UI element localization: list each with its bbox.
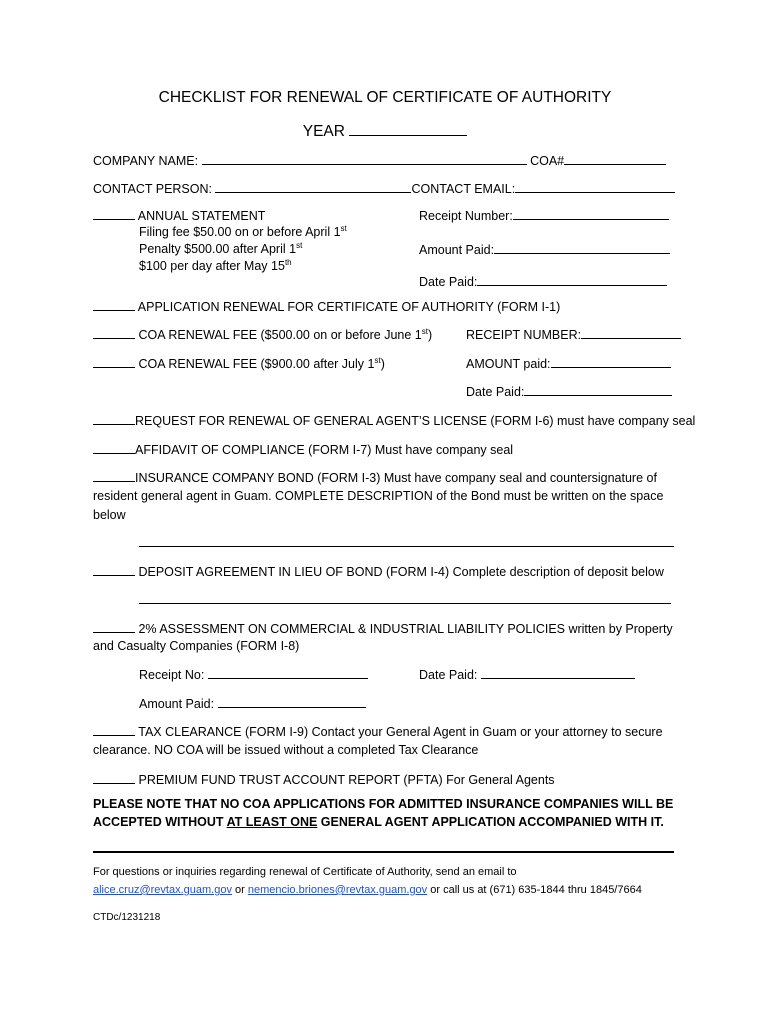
deposit-description-line[interactable] — [139, 603, 671, 604]
pfta-row — [93, 771, 555, 788]
assessment-date-label: Date Paid: — [419, 668, 478, 682]
application-renewal-row — [93, 298, 560, 315]
assessment-line-2: and Casualty Companies (FORM I-8) — [93, 639, 300, 653]
coa-label: COA# — [530, 154, 565, 168]
footer-divider — [93, 851, 674, 853]
coa-fee-1-sup: st — [421, 327, 428, 336]
coa-receipt-row — [466, 326, 681, 343]
coa-fee-1-post: ) — [427, 328, 433, 342]
footer-line-2 — [93, 882, 642, 898]
assessment-check[interactable] — [93, 620, 135, 633]
annual-fee-2-text: Penalty $500.00 after April 1 — [139, 242, 297, 256]
year-field[interactable] — [349, 123, 467, 136]
annual-fee-1-sup: st — [340, 224, 347, 233]
form-code: CTDc/1231218 — [93, 912, 161, 923]
assessment-date-field[interactable] — [481, 666, 635, 679]
annual-statement-label: ANNUAL STATEMENT — [137, 209, 266, 223]
note-line-2-post: GENERAL AGENT APPLICATION ACCOMPANIED WITH IT. — [317, 815, 664, 829]
assessment-amount-field[interactable] — [218, 695, 366, 708]
tax-clearance-line-2: clearance. NO COA will be issued without a completed Tax Clearance — [93, 743, 479, 757]
assessment-line-1: 2% ASSESSMENT ON COMMERCIAL & INDUSTRIAL LIABILITY POLICIES written by Property — [138, 622, 673, 636]
contact-person-field[interactable] — [215, 180, 411, 193]
coa-fee-2-check[interactable] — [93, 355, 135, 368]
coa-receipt-field[interactable] — [581, 326, 681, 339]
annual-fee-2 — [139, 241, 302, 257]
annual-fee-3-sup: th — [284, 258, 292, 267]
annual-receipt-field[interactable] — [513, 207, 669, 220]
coa-fee-1-row — [93, 326, 432, 343]
footer-line-1: For questions or inquiries regarding renewal of Certificate of Authority, send an email to — [93, 866, 517, 878]
email-link-nemencio[interactable]: nemencio.briones@revtax.guam.gov — [247, 884, 428, 896]
contact-row — [93, 180, 675, 197]
year-label: YEAR — [302, 123, 345, 140]
tax-clearance-row — [93, 723, 663, 740]
assessment-receipt-field[interactable] — [208, 666, 368, 679]
tax-clearance-line-1: TAX CLEARANCE (FORM I-9) Contact your General Agent in Guam or your attorney to secure — [138, 725, 663, 739]
year-line — [0, 123, 770, 140]
assessment-date-row — [419, 666, 635, 683]
annual-date-row — [419, 273, 667, 290]
coa-date-field[interactable] — [524, 383, 672, 396]
affidavit-check[interactable] — [93, 441, 135, 454]
bond-line-1: INSURANCE COMPANY BOND (FORM I-3) Must have company seal and countersignature of — [135, 471, 657, 485]
deposit-label: DEPOSIT AGREEMENT IN LIEU OF BOND (FORM I-4) Complete description of deposit below — [138, 565, 664, 579]
note-line-2-emphasis: AT LEAST ONE — [226, 815, 318, 829]
assessment-amount-row — [139, 695, 366, 712]
agent-license-label: REQUEST FOR RENEWAL OF GENERAL AGENT’S LICENSE (FORM I-6) must have company seal — [135, 414, 696, 428]
bond-row — [93, 469, 657, 486]
coa-fee-2-text: COA RENEWAL FEE ($900.00 after July 1 — [138, 357, 375, 371]
note-line-2-pre: ACCEPTED WITHOUT — [93, 815, 227, 829]
coa-fee-2-row — [93, 355, 385, 372]
page-title: CHECKLIST FOR RENEWAL OF CERTIFICATE OF AUTHORITY — [158, 89, 612, 106]
annual-fee-3-text: $100 per day after May 15 — [139, 259, 285, 273]
annual-fee-3 — [139, 258, 292, 274]
coa-date-row — [466, 383, 672, 400]
application-renewal-label: APPLICATION RENEWAL FOR CERTIFICATE OF AUTHORITY (FORM I-1) — [137, 300, 561, 314]
coa-amount-label: AMOUNT paid: — [466, 357, 551, 371]
coa-date-label: Date Paid: — [466, 385, 525, 399]
note-line-2 — [93, 814, 664, 830]
annual-amount-field[interactable] — [494, 241, 670, 254]
annual-fee-1 — [139, 224, 347, 240]
footer-call: or call us at (671) 635-1844 thru 1845/7664 — [427, 884, 642, 896]
annual-receipt-label: Receipt Number: — [419, 209, 513, 223]
contact-email-field[interactable] — [515, 180, 675, 193]
company-name-row — [93, 152, 666, 169]
annual-fee-2-sup: st — [296, 241, 303, 250]
coa-fee-1-check[interactable] — [93, 326, 135, 339]
agent-license-check[interactable] — [93, 412, 135, 425]
assessment-receipt-row — [139, 666, 368, 683]
assessment-row — [93, 620, 673, 637]
annual-statement-row — [93, 207, 265, 224]
annual-date-label: Date Paid: — [419, 275, 478, 289]
coa-fee-2-sup: st — [374, 356, 381, 365]
agent-license-row — [93, 412, 695, 429]
coa-number-field[interactable] — [564, 152, 666, 165]
bond-line-3: below — [93, 508, 126, 522]
annual-statement-check[interactable] — [93, 207, 135, 220]
annual-date-field[interactable] — [477, 273, 667, 286]
deposit-row — [93, 563, 664, 580]
annual-fee-1-text: Filing fee $50.00 on or before April 1 — [139, 225, 341, 239]
company-name-label: COMPANY NAME: — [93, 154, 199, 168]
coa-fee-2-post: ) — [380, 357, 385, 371]
note-line-1: PLEASE NOTE THAT NO COA APPLICATIONS FOR ADMITTED INSURANCE COMPANIES WILL BE — [93, 797, 674, 811]
pfta-label: PREMIUM FUND TRUST ACCOUNT REPORT (PFTA) For General Agents — [138, 773, 555, 787]
company-name-field[interactable] — [202, 152, 527, 165]
email-link-alice[interactable]: alice.cruz@revtax.guam.gov — [93, 884, 232, 896]
assessment-amount-label: Amount Paid: — [139, 697, 215, 711]
application-renewal-check[interactable] — [93, 298, 135, 311]
bond-description-line[interactable] — [139, 546, 674, 547]
annual-amount-label: Amount Paid: — [419, 243, 495, 257]
bond-check[interactable] — [93, 469, 135, 482]
contact-person-label: CONTACT PERSON: — [93, 182, 212, 196]
bond-line-2: resident general agent in Guam. COMPLETE DESCRIPTION of the Bond must be written on the space — [93, 489, 664, 503]
annual-amount-row — [419, 241, 670, 258]
affidavit-row — [93, 441, 513, 458]
assessment-receipt-label: Receipt No: — [139, 668, 205, 682]
coa-amount-row — [466, 355, 671, 372]
coa-fee-1-text: COA RENEWAL FEE ($500.00 on or before June 1 — [138, 328, 422, 342]
coa-receipt-label: RECEIPT NUMBER: — [466, 328, 582, 342]
coa-amount-field[interactable] — [551, 355, 671, 368]
annual-receipt-row — [419, 207, 669, 224]
footer-or: or — [231, 884, 248, 896]
tax-clearance-check[interactable] — [93, 723, 135, 736]
pfta-check[interactable] — [93, 771, 135, 784]
affidavit-label: AFFIDAVIT OF COMPLIANCE (FORM I-7) Must have company seal — [135, 443, 514, 457]
deposit-check[interactable] — [93, 563, 135, 576]
contact-email-label: CONTACT EMAIL: — [411, 182, 516, 196]
